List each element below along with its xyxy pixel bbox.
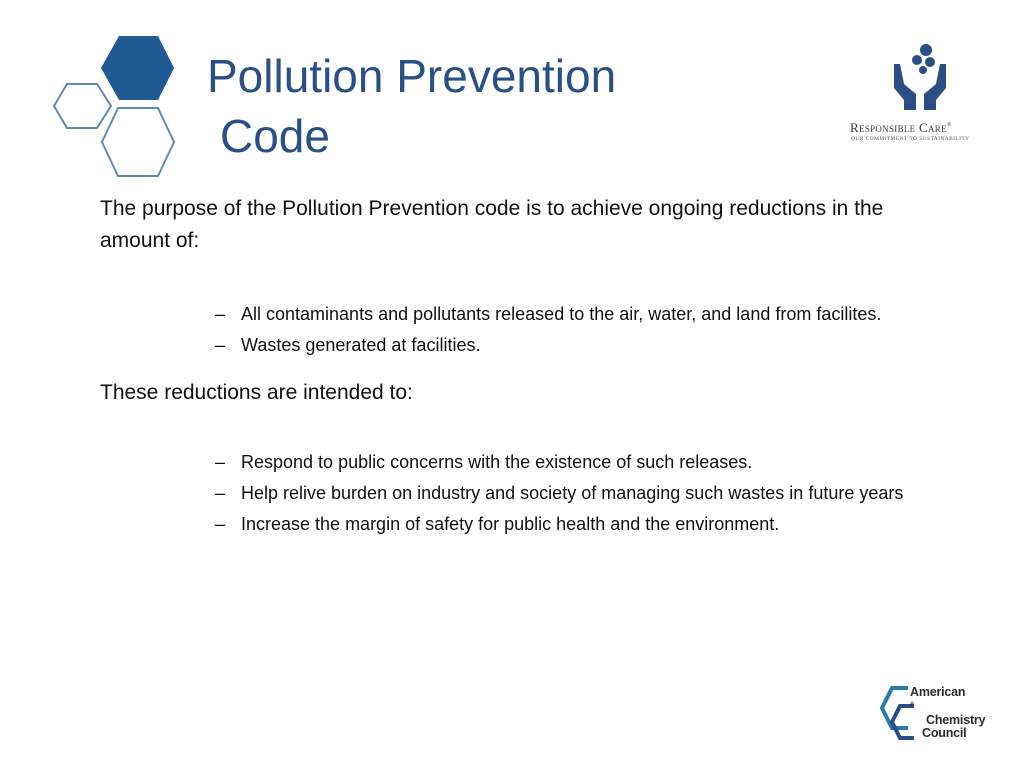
slide-title-line1: Pollution Prevention — [207, 50, 617, 102]
dash-bullet: – — [215, 304, 226, 324]
dash-bullet: – — [215, 452, 226, 472]
slide-body — [100, 193, 980, 542]
responsible-care-logo — [848, 40, 998, 150]
outline-hexagon-small — [54, 84, 111, 128]
acc-wordmark: American ® Chemistry Council — [910, 685, 986, 741]
responsible-care-tagline: OUR COMMITMENT TO SUSTAINABILITY — [851, 136, 970, 142]
dash-bullet: – — [215, 483, 226, 503]
hexagon-decoration — [0, 0, 200, 200]
list-item: – Increase the margin of safety for public health and the environment. — [215, 511, 971, 537]
second-paragraph: These reductions are intended to: — [100, 381, 413, 404]
list-item: – Wastes generated at facilities. — [215, 332, 971, 358]
slide-title-line2: Code — [220, 110, 330, 162]
list-item: – Help relive burden on industry and society of managing such wastes in future years — [215, 480, 971, 506]
reductions-list — [100, 301, 980, 358]
intentions-list — [100, 449, 980, 537]
american-chemistry-council-logo — [880, 684, 1005, 746]
list-item: – All contaminants and pollutants released to the air, water, and land from facilites. — [215, 301, 971, 327]
slide-title — [207, 46, 616, 166]
responsible-care-wordmark: Responsible Care® — [850, 120, 952, 135]
responsible-care-hands-icon — [890, 40, 950, 112]
intro-paragraph: The purpose of the Pollution Prevention code is to achieve ongoing reductions in the amount of: — [100, 197, 884, 252]
filled-hexagon — [101, 36, 174, 100]
dash-bullet: – — [215, 514, 226, 534]
outline-hexagon-large — [102, 108, 174, 176]
list-item: – Respond to public concerns with the existence of such releases. — [215, 449, 971, 475]
dash-bullet: – — [215, 335, 226, 355]
